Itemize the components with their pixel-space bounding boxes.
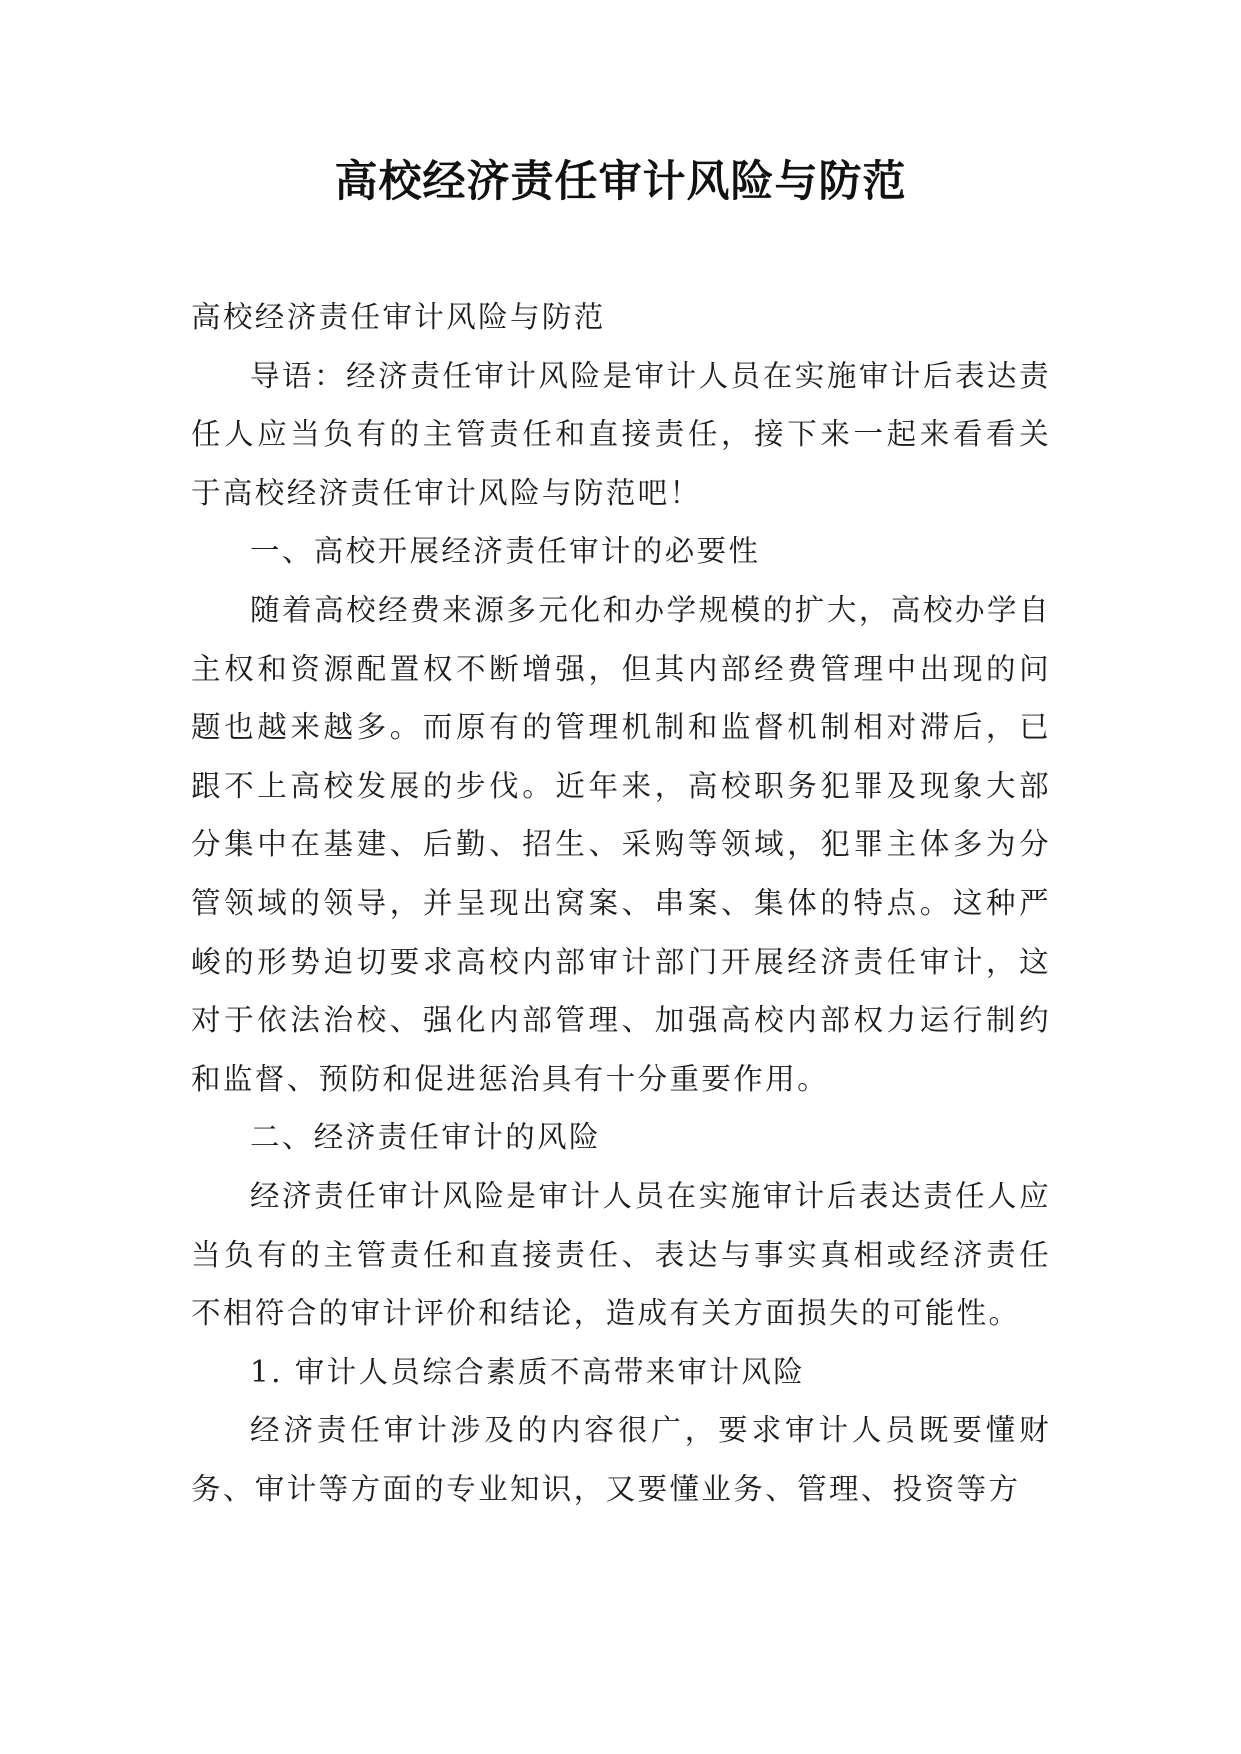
intro-paragraph: 导语：经济责任审计风险是审计人员在实施审计后表达责任人应当负有的主管责任和直接责任，接下来一起来看看关于高校经济责任审计风险与防范吧！	[191, 358, 1051, 510]
document-title: 高校经济责任审计风险与防范	[334, 157, 907, 207]
body-paragraph: 经济责任审计风险是审计人员在实施审计后表达责任人应当负有的主管责任和直接责任、表达与事实真相或经济责任不相符合的审计评价和结论，造成有关方面损失的可能性。	[191, 1178, 1051, 1331]
document-body	[191, 288, 1051, 1518]
subsection-heading-1: 1. 审计人员综合素质不高带来审计风险	[250, 1354, 806, 1389]
section-heading-1: 一、高校开展经济责任审计的必要性	[250, 534, 761, 569]
subtitle-paragraph: 高校经济责任审计风险与防范	[191, 300, 606, 334]
body-paragraph: 随着高校经费来源多元化和办学规模的扩大，高校办学自主权和资源配置权不断增强，但其内部经费管理中出现的问题也越来越多。而原有的管理机制和监督机制相对滞后，已跟不上高校发展的步伐。近年来，高校职务犯罪及现象大部分集中在基建、后勤、招生、采购等领域，犯罪主体多为分管领域的领导，并呈现出窝案、串案、集体的特点。这种严峻的形势迫切要求高校内部审计部门开展经济责任审计，这对于依法治校、强化内部管理、加强高校内部权力运行制约和监督、预防和促进惩治具有十分重要作用。	[191, 592, 1051, 1096]
section-heading-2: 二、经济责任审计的风险	[250, 1120, 601, 1155]
body-paragraph: 经济责任审计涉及的内容很广，要求审计人员既要懂财务、审计等方面的专业知识，又要懂业务、管理、投资等方	[191, 1413, 1051, 1506]
